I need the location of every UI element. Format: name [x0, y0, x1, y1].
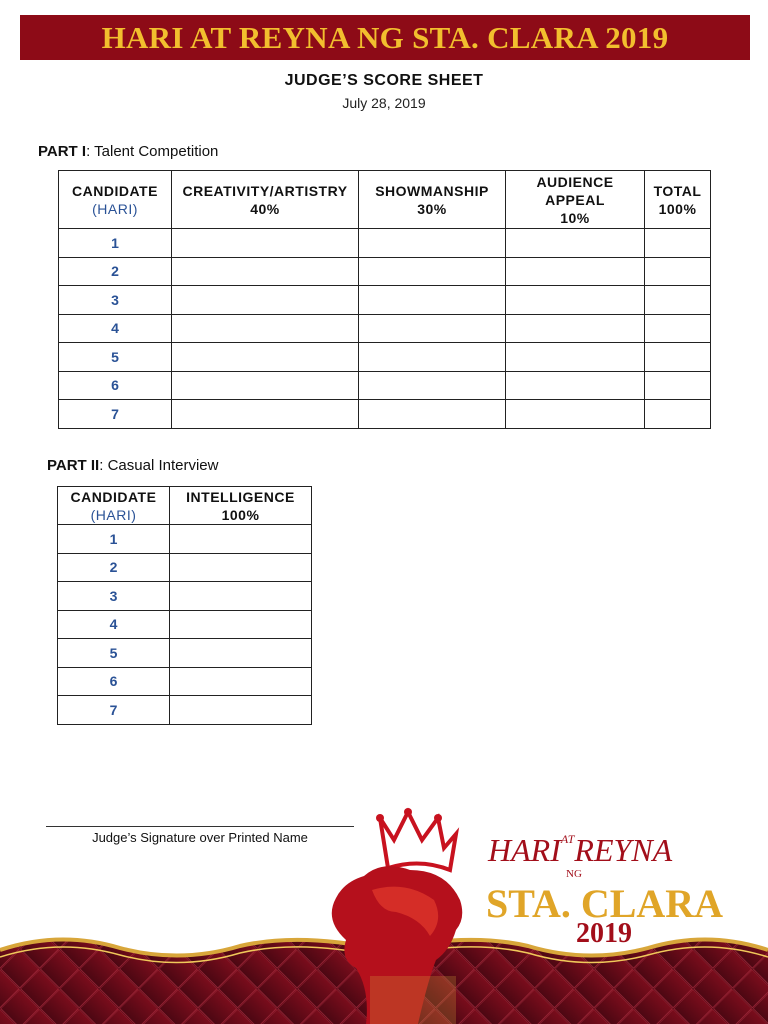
score-cell[interactable]	[506, 371, 645, 400]
score-cell[interactable]	[170, 610, 312, 639]
score-cell[interactable]	[359, 229, 506, 258]
candidate-number: 2	[59, 257, 172, 286]
table-header-row	[59, 171, 711, 229]
score-cell[interactable]	[359, 371, 506, 400]
table-row	[58, 553, 312, 582]
candidate-number: 4	[59, 314, 172, 343]
header-creativity: CREATIVITY/ARTISTRY 40%	[172, 171, 359, 229]
header-intelligence: INTELLIGENCE 100%	[170, 487, 312, 525]
score-cell[interactable]	[645, 286, 711, 315]
score-cell[interactable]	[172, 257, 359, 286]
banner-title: HARI AT REYNA NG STA. CLARA 2019	[101, 19, 669, 55]
score-cell[interactable]	[645, 257, 711, 286]
part2-name: Casual Interview	[107, 457, 219, 474]
table-row	[58, 525, 312, 554]
part1-number: PART I	[38, 143, 87, 160]
score-cell[interactable]	[172, 400, 359, 429]
score-cell[interactable]	[172, 314, 359, 343]
score-cell[interactable]	[645, 314, 711, 343]
logo-ng: NG	[566, 868, 582, 880]
header-candidate: CANDIDATE (HARI)	[58, 487, 170, 525]
header-banner	[20, 15, 750, 60]
score-cell[interactable]	[506, 400, 645, 429]
score-cell[interactable]	[645, 400, 711, 429]
score-cell[interactable]	[359, 400, 506, 429]
table-row	[59, 229, 711, 258]
score-cell[interactable]	[170, 582, 312, 611]
score-cell[interactable]	[359, 257, 506, 286]
part1-label: PART I: Talent Competition	[38, 143, 219, 160]
score-cell[interactable]	[170, 553, 312, 582]
table-row	[58, 639, 312, 668]
candidate-number: 6	[59, 371, 172, 400]
table-row	[59, 286, 711, 315]
signature-line	[46, 826, 354, 827]
table-row	[59, 343, 711, 372]
sheet-title: JUDGE’S SCORE SHEET	[284, 72, 484, 89]
score-cell[interactable]	[506, 286, 645, 315]
table-row	[59, 371, 711, 400]
score-cell[interactable]	[170, 667, 312, 696]
score-cell[interactable]	[359, 343, 506, 372]
score-cell[interactable]	[506, 314, 645, 343]
table-row	[58, 582, 312, 611]
table-row	[59, 314, 711, 343]
score-cell[interactable]	[172, 286, 359, 315]
part2-number: PART II	[47, 457, 100, 474]
table-header-row	[58, 487, 312, 525]
score-cell[interactable]	[359, 314, 506, 343]
candidate-number: 7	[58, 696, 170, 725]
part1-name: Talent Competition	[94, 143, 219, 160]
table-row	[58, 696, 312, 725]
score-cell[interactable]	[170, 696, 312, 725]
score-cell[interactable]	[172, 229, 359, 258]
sheet-date: July 28, 2019	[342, 95, 426, 111]
signature-label: Judge’s Signature over Printed Name	[92, 830, 308, 845]
talent-score-table	[58, 170, 711, 429]
header-candidate: CANDIDATE (HARI)	[59, 171, 172, 229]
logo-year: 2019	[576, 918, 632, 949]
candidate-number: 6	[58, 667, 170, 696]
score-cell[interactable]	[170, 639, 312, 668]
crown-icon	[380, 812, 456, 870]
candidate-number: 1	[58, 525, 170, 554]
score-cell[interactable]	[359, 286, 506, 315]
score-cell[interactable]	[506, 343, 645, 372]
score-cell[interactable]	[506, 229, 645, 258]
score-cell[interactable]	[645, 371, 711, 400]
score-cell[interactable]	[506, 257, 645, 286]
header-showmanship: SHOWMANSHIP 30%	[359, 171, 506, 229]
candidate-number: 4	[58, 610, 170, 639]
candidate-number: 5	[59, 343, 172, 372]
logo-title-line2: STA. CLARA	[486, 881, 724, 926]
candidate-number: 2	[58, 553, 170, 582]
table-row	[58, 667, 312, 696]
part2-label: PART II: Casual Interview	[47, 457, 219, 474]
score-cell[interactable]	[172, 371, 359, 400]
logo-title-line1: $HARI^{AT}REYNA$	[488, 832, 673, 868]
header-total: TOTAL 100%	[645, 171, 711, 229]
table-row	[58, 610, 312, 639]
score-cell[interactable]	[172, 343, 359, 372]
table-row	[59, 257, 711, 286]
score-cell[interactable]	[645, 229, 711, 258]
header-audience-appeal: AUDIENCE APPEAL 10%	[506, 171, 645, 229]
score-cell[interactable]	[645, 343, 711, 372]
candidate-number: 1	[59, 229, 172, 258]
candidate-number: 3	[59, 286, 172, 315]
table-row	[59, 400, 711, 429]
candidate-number: 3	[58, 582, 170, 611]
score-cell[interactable]	[170, 525, 312, 554]
candidate-number: 5	[58, 639, 170, 668]
interview-score-table	[57, 486, 312, 725]
candidate-number: 7	[59, 400, 172, 429]
